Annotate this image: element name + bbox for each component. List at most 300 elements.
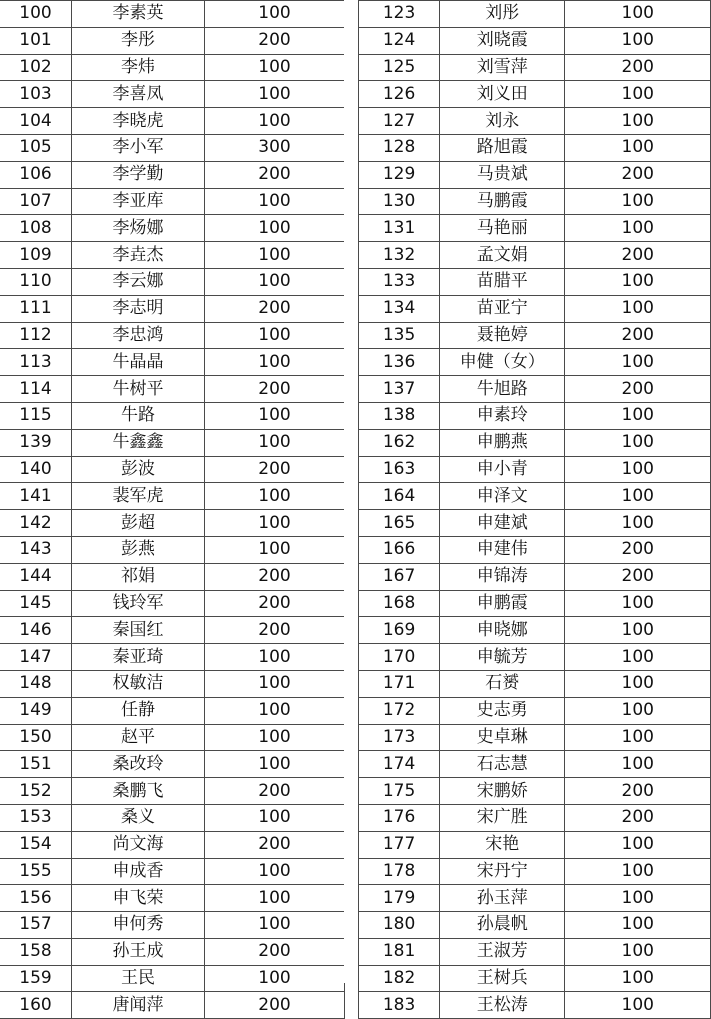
table-row <box>0 697 345 724</box>
cell-name: 任静 <box>72 697 205 724</box>
table-row <box>0 349 345 376</box>
cell-name: 李素英 <box>72 1 205 28</box>
cell-id: 159 <box>0 965 72 992</box>
cell-id: 177 <box>359 831 440 858</box>
cell-id: 125 <box>359 54 440 81</box>
cell-name: 赵平 <box>72 724 205 751</box>
cell-id: 140 <box>0 456 72 483</box>
cell-amount: 100 <box>565 670 711 697</box>
table-row <box>359 322 711 349</box>
table-row <box>359 510 711 537</box>
cell-id: 106 <box>0 161 72 188</box>
table-row <box>359 992 711 1019</box>
cell-name: 李垚杰 <box>72 242 205 269</box>
table-row <box>359 134 711 161</box>
cell-amount: 200 <box>565 161 711 188</box>
cell-amount: 200 <box>205 617 345 644</box>
cell-id: 139 <box>0 429 72 456</box>
cell-amount: 100 <box>205 402 345 429</box>
cell-amount: 100 <box>565 108 711 135</box>
cell-id: 114 <box>0 376 72 403</box>
cell-id: 163 <box>359 456 440 483</box>
cell-amount: 100 <box>205 697 345 724</box>
cell-id: 136 <box>359 349 440 376</box>
cell-name: 马贵斌 <box>440 161 565 188</box>
cell-id: 174 <box>359 751 440 778</box>
table-row <box>359 456 711 483</box>
cell-id: 144 <box>0 563 72 590</box>
table-row <box>0 27 345 54</box>
table-row <box>359 349 711 376</box>
cell-id: 158 <box>0 938 72 965</box>
cell-name: 唐闻萍 <box>72 992 205 1019</box>
cell-name: 申晓娜 <box>440 617 565 644</box>
cell-amount: 100 <box>565 402 711 429</box>
cell-name: 彭波 <box>72 456 205 483</box>
cell-amount: 200 <box>565 376 711 403</box>
cell-amount: 100 <box>205 751 345 778</box>
table-row <box>0 644 345 671</box>
cell-amount: 100 <box>205 322 345 349</box>
table-row <box>0 161 345 188</box>
table-row <box>0 670 345 697</box>
table-row <box>359 242 711 269</box>
cell-id: 101 <box>0 27 72 54</box>
cell-id: 138 <box>359 402 440 429</box>
table-row <box>0 429 345 456</box>
cell-id: 126 <box>359 81 440 108</box>
cell-amount: 100 <box>205 885 345 912</box>
cell-name: 牛晶晶 <box>72 349 205 376</box>
cell-id: 142 <box>0 510 72 537</box>
cell-name: 李云娜 <box>72 268 205 295</box>
cell-name: 桑改玲 <box>72 751 205 778</box>
cell-id: 173 <box>359 724 440 751</box>
cell-id: 167 <box>359 563 440 590</box>
cell-amount: 100 <box>565 215 711 242</box>
cell-name: 秦国红 <box>72 617 205 644</box>
cell-amount: 100 <box>565 429 711 456</box>
cell-id: 104 <box>0 108 72 135</box>
cell-amount: 200 <box>205 590 345 617</box>
table-row <box>359 215 711 242</box>
cell-name: 牛旭路 <box>440 376 565 403</box>
cell-name: 马艳丽 <box>440 215 565 242</box>
cell-id: 169 <box>359 617 440 644</box>
table-row <box>359 27 711 54</box>
cell-id: 132 <box>359 242 440 269</box>
table-row <box>359 912 711 939</box>
cell-amount: 100 <box>205 644 345 671</box>
column-gap <box>344 0 358 983</box>
cell-name: 李晓虎 <box>72 108 205 135</box>
cell-id: 145 <box>0 590 72 617</box>
cell-name: 彭超 <box>72 510 205 537</box>
cell-amount: 100 <box>565 590 711 617</box>
cell-name: 申锦涛 <box>440 563 565 590</box>
table-row <box>0 965 345 992</box>
table-row <box>359 188 711 215</box>
cell-amount: 100 <box>565 858 711 885</box>
cell-amount: 100 <box>565 751 711 778</box>
cell-amount: 300 <box>205 134 345 161</box>
cell-amount: 100 <box>205 349 345 376</box>
table-row <box>359 938 711 965</box>
cell-name: 李炜 <box>72 54 205 81</box>
cell-name: 宋广胜 <box>440 804 565 831</box>
table-row <box>359 376 711 403</box>
cell-id: 134 <box>359 295 440 322</box>
cell-id: 100 <box>0 1 72 28</box>
cell-id: 180 <box>359 912 440 939</box>
cell-name: 申何秀 <box>72 912 205 939</box>
cell-name: 申泽文 <box>440 483 565 510</box>
cell-name: 王松涛 <box>440 992 565 1019</box>
cell-name: 刘彤 <box>440 1 565 28</box>
cell-name: 史志勇 <box>440 697 565 724</box>
cell-id: 149 <box>0 697 72 724</box>
cell-id: 143 <box>0 536 72 563</box>
cell-amount: 100 <box>565 831 711 858</box>
table-row <box>359 268 711 295</box>
cell-amount: 100 <box>565 510 711 537</box>
left-table <box>0 0 345 1019</box>
cell-id: 131 <box>359 215 440 242</box>
cell-name: 石志慧 <box>440 751 565 778</box>
cell-id: 153 <box>0 804 72 831</box>
cell-id: 135 <box>359 322 440 349</box>
table-row <box>0 483 345 510</box>
cell-name: 李炀娜 <box>72 215 205 242</box>
cell-name: 裴军虎 <box>72 483 205 510</box>
table-row <box>0 108 345 135</box>
cell-id: 111 <box>0 295 72 322</box>
cell-amount: 100 <box>205 1 345 28</box>
cell-id: 154 <box>0 831 72 858</box>
cell-amount: 200 <box>205 376 345 403</box>
cell-amount: 100 <box>565 965 711 992</box>
cell-name: 李小军 <box>72 134 205 161</box>
cell-amount: 100 <box>205 670 345 697</box>
cell-amount: 200 <box>565 242 711 269</box>
cell-amount: 100 <box>205 242 345 269</box>
table-row <box>0 536 345 563</box>
cell-id: 141 <box>0 483 72 510</box>
cell-amount: 100 <box>565 188 711 215</box>
cell-amount: 200 <box>205 456 345 483</box>
cell-id: 108 <box>0 215 72 242</box>
table-row <box>0 215 345 242</box>
cell-name: 申鹏霞 <box>440 590 565 617</box>
table-row <box>359 778 711 805</box>
cell-id: 130 <box>359 188 440 215</box>
table-row <box>359 751 711 778</box>
cell-amount: 200 <box>205 992 345 1019</box>
cell-name: 祁娟 <box>72 563 205 590</box>
cell-id: 103 <box>0 81 72 108</box>
cell-id: 146 <box>0 617 72 644</box>
cell-amount: 200 <box>565 536 711 563</box>
cell-id: 181 <box>359 938 440 965</box>
cell-amount: 200 <box>205 161 345 188</box>
table-row <box>359 965 711 992</box>
table-row <box>359 1 711 28</box>
cell-amount: 100 <box>565 81 711 108</box>
cell-amount: 100 <box>565 268 711 295</box>
cell-amount: 100 <box>565 644 711 671</box>
table-row <box>0 322 345 349</box>
table-row <box>0 188 345 215</box>
cell-amount: 100 <box>565 349 711 376</box>
cell-id: 133 <box>359 268 440 295</box>
cell-amount: 100 <box>205 912 345 939</box>
table-row <box>359 536 711 563</box>
table-row <box>359 54 711 81</box>
cell-name: 宋丹宁 <box>440 858 565 885</box>
cell-amount: 200 <box>565 778 711 805</box>
table-row <box>0 912 345 939</box>
cell-amount: 100 <box>565 992 711 1019</box>
cell-amount: 100 <box>205 724 345 751</box>
cell-id: 127 <box>359 108 440 135</box>
table-row <box>0 295 345 322</box>
cell-id: 152 <box>0 778 72 805</box>
cell-name: 王民 <box>72 965 205 992</box>
cell-amount: 100 <box>565 134 711 161</box>
cell-amount: 100 <box>205 188 345 215</box>
cell-name: 申建斌 <box>440 510 565 537</box>
cell-amount: 100 <box>565 456 711 483</box>
table-row <box>359 402 711 429</box>
cell-id: 113 <box>0 349 72 376</box>
cell-name: 孙玉萍 <box>440 885 565 912</box>
cell-name: 申鹏燕 <box>440 429 565 456</box>
cell-name: 王淑芳 <box>440 938 565 965</box>
cell-amount: 100 <box>205 429 345 456</box>
cell-id: 147 <box>0 644 72 671</box>
cell-name: 宋鹏娇 <box>440 778 565 805</box>
cell-amount: 100 <box>205 804 345 831</box>
cell-name: 李喜凤 <box>72 81 205 108</box>
cell-id: 178 <box>359 858 440 885</box>
table-row <box>359 590 711 617</box>
cell-id: 171 <box>359 670 440 697</box>
table-row <box>359 563 711 590</box>
table-row <box>0 590 345 617</box>
cell-amount: 100 <box>565 697 711 724</box>
cell-name: 宋艳 <box>440 831 565 858</box>
table-row <box>0 751 345 778</box>
table-row <box>359 644 711 671</box>
table-row <box>0 456 345 483</box>
table-row <box>359 697 711 724</box>
cell-amount: 100 <box>205 536 345 563</box>
table-row <box>0 510 345 537</box>
cell-amount: 100 <box>205 108 345 135</box>
table-row <box>0 54 345 81</box>
cell-name: 李彤 <box>72 27 205 54</box>
cell-amount: 100 <box>565 27 711 54</box>
cell-name: 申成香 <box>72 858 205 885</box>
cell-amount: 200 <box>565 322 711 349</box>
cell-id: 157 <box>0 912 72 939</box>
cell-name: 桑义 <box>72 804 205 831</box>
table-row <box>0 831 345 858</box>
cell-name: 申毓芳 <box>440 644 565 671</box>
cell-id: 129 <box>359 161 440 188</box>
cell-name: 聂艳婷 <box>440 322 565 349</box>
cell-amount: 200 <box>205 831 345 858</box>
cell-name: 刘晓霞 <box>440 27 565 54</box>
cell-id: 162 <box>359 429 440 456</box>
cell-name: 申健（女） <box>440 349 565 376</box>
table-row <box>0 1 345 28</box>
table-row <box>359 831 711 858</box>
cell-id: 109 <box>0 242 72 269</box>
cell-name: 苗腊平 <box>440 268 565 295</box>
cell-amount: 100 <box>565 912 711 939</box>
cell-name: 桑鹏飞 <box>72 778 205 805</box>
cell-amount: 200 <box>205 27 345 54</box>
cell-name: 牛鑫鑫 <box>72 429 205 456</box>
cell-id: 107 <box>0 188 72 215</box>
table-row <box>359 108 711 135</box>
cell-amount: 200 <box>565 804 711 831</box>
table-row <box>359 429 711 456</box>
table-row <box>359 161 711 188</box>
table-row <box>359 724 711 751</box>
cell-amount: 100 <box>205 54 345 81</box>
cell-id: 150 <box>0 724 72 751</box>
cell-amount: 200 <box>205 295 345 322</box>
table-row <box>359 295 711 322</box>
cell-id: 183 <box>359 992 440 1019</box>
table-row <box>0 724 345 751</box>
cell-amount: 100 <box>205 268 345 295</box>
cell-id: 155 <box>0 858 72 885</box>
cell-amount: 100 <box>565 617 711 644</box>
cell-name: 李亚库 <box>72 188 205 215</box>
table-row <box>359 617 711 644</box>
cell-name: 李学勤 <box>72 161 205 188</box>
cell-id: 176 <box>359 804 440 831</box>
cell-amount: 100 <box>205 510 345 537</box>
table-row <box>0 242 345 269</box>
table-row <box>0 804 345 831</box>
table-row <box>0 938 345 965</box>
cell-name: 权敏洁 <box>72 670 205 697</box>
cell-amount: 100 <box>565 885 711 912</box>
cell-amount: 100 <box>565 295 711 322</box>
cell-id: 182 <box>359 965 440 992</box>
table-row <box>359 483 711 510</box>
cell-id: 156 <box>0 885 72 912</box>
cell-name: 牛树平 <box>72 376 205 403</box>
cell-id: 102 <box>0 54 72 81</box>
cell-amount: 100 <box>565 938 711 965</box>
table-row <box>359 804 711 831</box>
cell-id: 151 <box>0 751 72 778</box>
cell-name: 刘雪萍 <box>440 54 565 81</box>
cell-name: 李志明 <box>72 295 205 322</box>
table-row <box>0 992 345 1019</box>
cell-amount: 100 <box>205 965 345 992</box>
right-table <box>358 0 711 1019</box>
cell-name: 申飞荣 <box>72 885 205 912</box>
cell-amount: 200 <box>205 563 345 590</box>
table-row <box>0 402 345 429</box>
cell-name: 刘义田 <box>440 81 565 108</box>
cell-id: 124 <box>359 27 440 54</box>
cell-amount: 100 <box>565 724 711 751</box>
cell-id: 128 <box>359 134 440 161</box>
cell-name: 史卓琳 <box>440 724 565 751</box>
cell-id: 115 <box>0 402 72 429</box>
cell-amount: 100 <box>565 483 711 510</box>
cell-id: 164 <box>359 483 440 510</box>
table-row <box>0 563 345 590</box>
table-row <box>0 81 345 108</box>
cell-amount: 200 <box>205 938 345 965</box>
table-row <box>0 134 345 161</box>
cell-name: 孙晨帆 <box>440 912 565 939</box>
cell-name: 钱玲军 <box>72 590 205 617</box>
cell-id: 148 <box>0 670 72 697</box>
cell-amount: 100 <box>205 81 345 108</box>
cell-id: 168 <box>359 590 440 617</box>
cell-name: 孟文娟 <box>440 242 565 269</box>
cell-amount: 100 <box>205 858 345 885</box>
cell-name: 牛路 <box>72 402 205 429</box>
cell-name: 尚文海 <box>72 831 205 858</box>
cell-id: 160 <box>0 992 72 1019</box>
table-row <box>0 885 345 912</box>
cell-name: 路旭霞 <box>440 134 565 161</box>
cell-amount: 100 <box>205 215 345 242</box>
cell-amount: 200 <box>565 563 711 590</box>
cell-id: 179 <box>359 885 440 912</box>
cell-id: 166 <box>359 536 440 563</box>
table-row <box>359 81 711 108</box>
cell-name: 孙王成 <box>72 938 205 965</box>
cell-name: 刘永 <box>440 108 565 135</box>
cell-name: 彭燕 <box>72 536 205 563</box>
table-row <box>0 376 345 403</box>
cell-amount: 200 <box>565 54 711 81</box>
cell-name: 申建伟 <box>440 536 565 563</box>
cell-name: 石赟 <box>440 670 565 697</box>
cell-amount: 100 <box>565 1 711 28</box>
cell-id: 137 <box>359 376 440 403</box>
cell-id: 123 <box>359 1 440 28</box>
cell-name: 王树兵 <box>440 965 565 992</box>
cell-id: 175 <box>359 778 440 805</box>
cell-amount: 100 <box>205 483 345 510</box>
cell-name: 申素玲 <box>440 402 565 429</box>
cell-id: 110 <box>0 268 72 295</box>
cell-name: 李忠鸿 <box>72 322 205 349</box>
cell-name: 马鹏霞 <box>440 188 565 215</box>
table-row <box>0 858 345 885</box>
table-row <box>359 885 711 912</box>
table-row <box>359 858 711 885</box>
cell-amount: 200 <box>205 778 345 805</box>
cell-name: 申小青 <box>440 456 565 483</box>
cell-id: 105 <box>0 134 72 161</box>
cell-id: 170 <box>359 644 440 671</box>
cell-id: 112 <box>0 322 72 349</box>
cell-id: 172 <box>359 697 440 724</box>
